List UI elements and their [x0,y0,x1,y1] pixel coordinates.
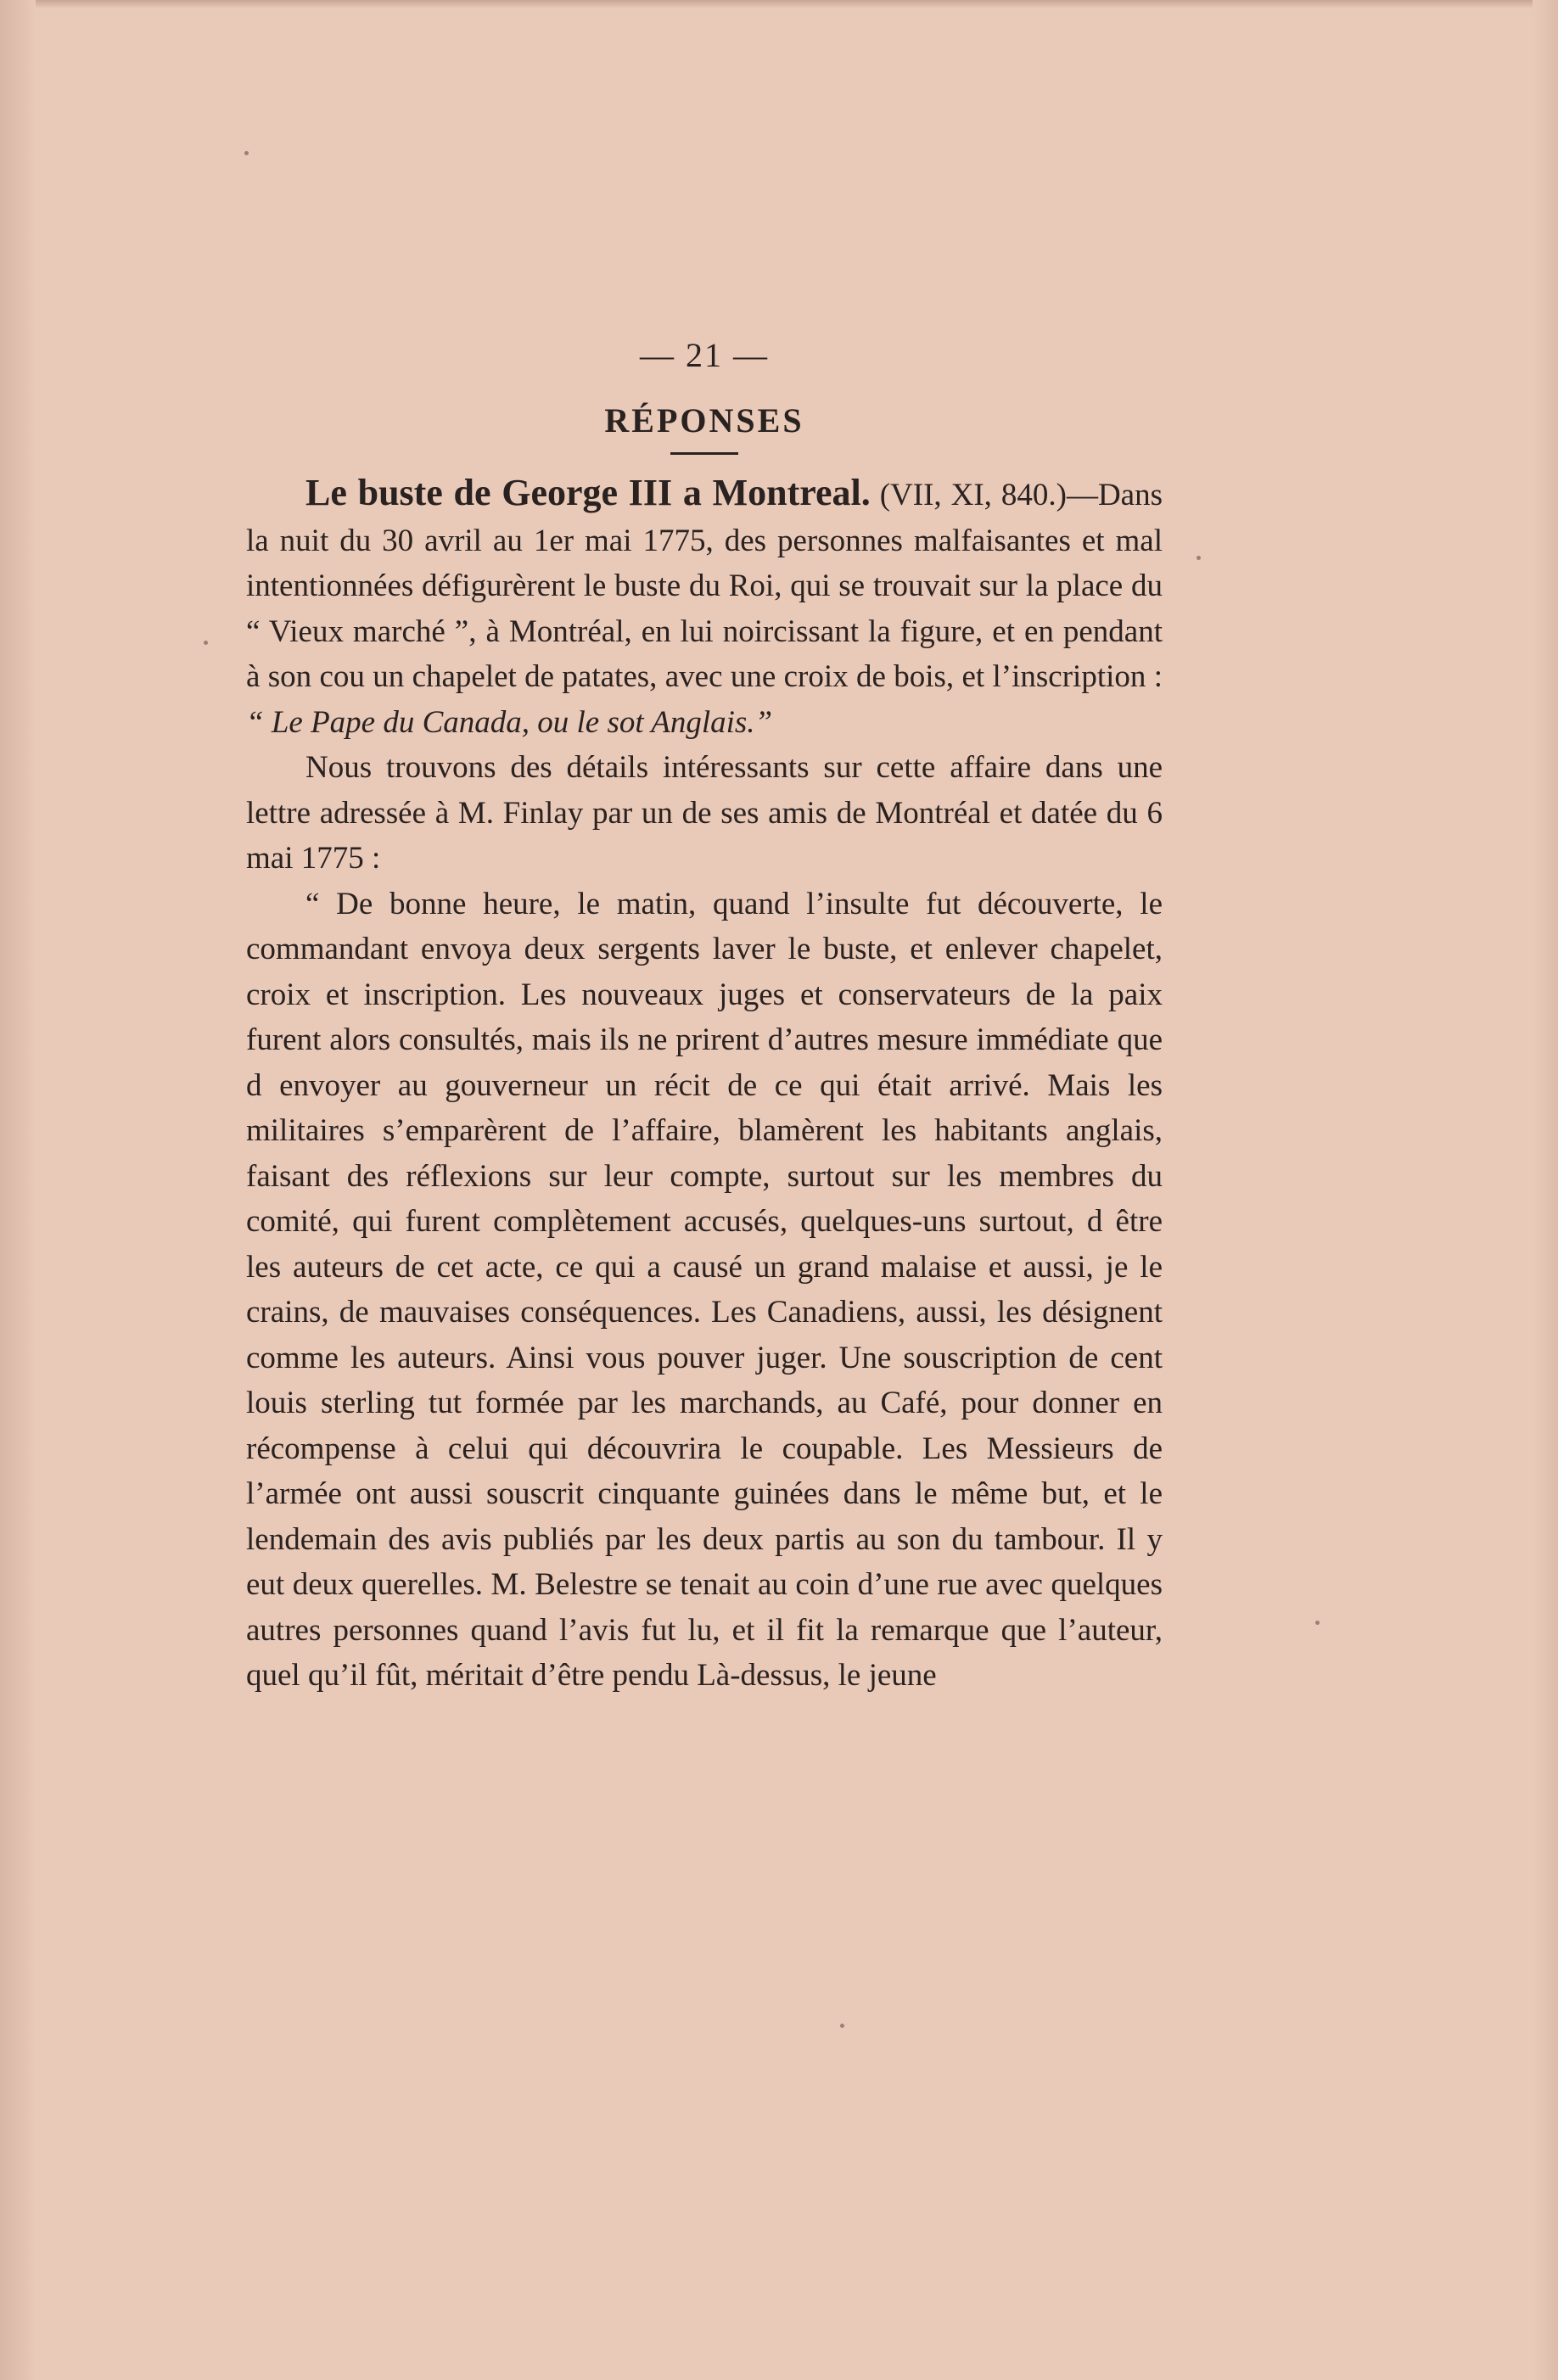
page-number: — 21 — [640,336,769,374]
page-top-edge [0,0,1558,8]
inscription-text: “ Le Pape du Canada, ou le sot Anglais.” [246,704,773,740]
page-right-edge [1533,0,1558,2380]
article-paragraph-1 [246,470,1163,745]
article-reference: (VII, XI, 840.) [879,478,1067,512]
paper-speck [1197,556,1201,560]
article-paragraph-3: “ De bonne heure, le matin, quand l’insulte fut découverte, le commandant envoya deux sergents laver le buste, et enlever chapelet, croix et inscription. Les nouveaux juges et conservateurs de la paix furent alors consultés, mais ils ne prirent d’autres mesure immédiate que d envoyer au gouverneur un récit de ce qui était arrivé. Mais les militaires s’emparèrent de l’affaire, blamèrent les habitants anglais, faisant des réflexions sur leur compte, surtout sur les membres du comité, qui furent complètement accusés, quelques-uns surtout, d être les auteurs de cet acte, ce qui a causé un grand malaise et aussi, je le crains, de mauvaises conséquences. Les Canadiens, aussi, les désignent comme les auteurs. Ainsi vous pouver juger. Une souscription de cent louis sterling tut formée par les marchands, au Café, pour donner en récompense à celui qui découvrira le coupable. Les Messieurs de l’armée ont aussi souscrit cinquante guinées dans le même but, et le lendemain des avis publiés par les deux partis au son du tambour. Il y eut deux querelles. M. Belestre se tenait au coin d’une rue avec quelques autres personnes quand l’avis fut lu, et il fit la remarque que l’auteur, quel qu’il fût, méritait d’être pendu Là-dessus, le jeune [246,886,1163,1693]
paper-speck [840,2024,844,2028]
paper-speck [204,641,208,645]
page-content [246,335,1163,1699]
paper-speck [244,151,249,155]
paragraph-1-text: —Dans la nuit du 30 avril au 1er mai 1775, des personnes malfaisantes et mal intentionnées défigurèrent le buste du Roi, qui se trouvait sur la place du “ Vieux marché ”, à Montréal, en lui noircissant la figure, et en pendant à son cou un chapelet de patates, avec une croix de bois, et l’inscription : [246,478,1163,694]
section-heading: RÉPONSES [604,401,804,440]
page-left-edge [0,0,36,2380]
article-paragraph-2: Nous trouvons des détails intéressants sur cette affaire dans une lettre adressée à M. Finlay par un de ses amis de Montréal et datée du 6 mai 1775 : [246,750,1163,876]
paper-speck [1315,1621,1320,1625]
heading-rule [670,452,738,455]
article-title: Le buste de George III a Montreal. [305,472,871,513]
article-body [246,470,1163,1699]
